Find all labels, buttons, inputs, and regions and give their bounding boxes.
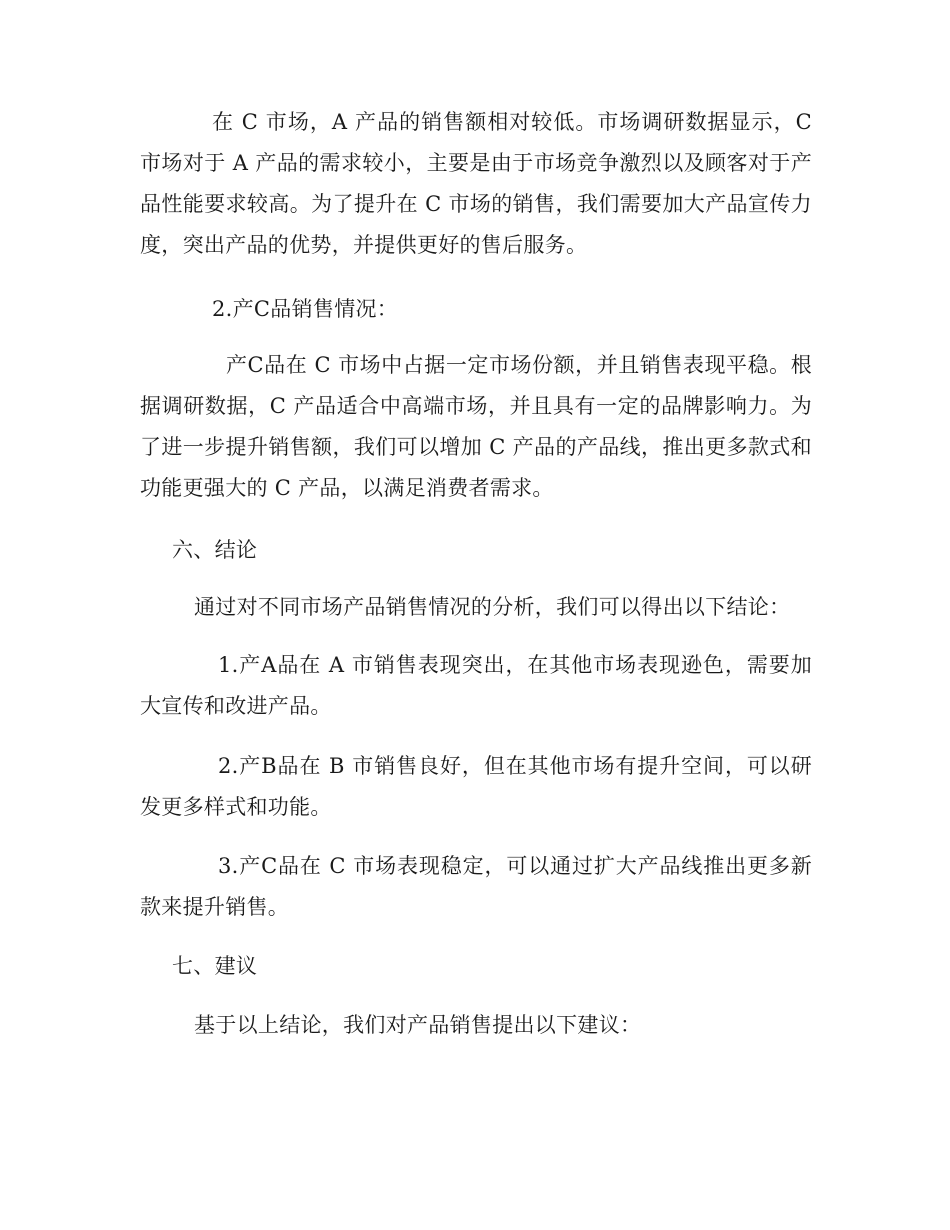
conclusion-item-2: 2.产B品在 B 市销售良好，但在其他市场有提升空间，可以研发更多样式和功能。	[140, 754, 812, 819]
conclusion-item-3: 3.产C品在 C 市场表现稳定，可以通过扩大产品线推出更多新款来提升销售。	[140, 854, 812, 919]
paragraph-conclusion-intro: 通过对不同市场产品销售情况的分析，我们可以得出以下结论：	[194, 595, 791, 619]
paragraph-suggestions-intro: 基于以上结论，我们对产品销售提出以下建议：	[194, 1013, 642, 1037]
paragraph-c-market-a-product: 在 C 市场，A 产品的销售额相对较低。市场调研数据显示，C 市场对于 A 产品的需求较小，主要是由于市场竞争激烈以及顾客对于产品性能要求较高。为了提升在 C 市场的销售，我们需要加大产品宣传力度，突出产品的优势，并提供更好的售后服务。	[140, 110, 812, 257]
paragraph-c-product-sales: 产C品在 C 市场中占据一定市场份额，并且销售表现平稳。根据调研数据，C 产品适合中高端市场，并且具有一定的品牌影响力。为了进一步提升销售额，我们可以增加 C 产品的产品线，推出更多款式和功能更强大的 C 产品，以满足消费者需求。	[140, 353, 812, 500]
heading-conclusion: 六、结论	[172, 538, 258, 562]
heading-suggestions: 七、建议	[172, 954, 258, 978]
conclusion-item-1: 1.产A品在 A 市销售表现突出，在其他市场表现逊色，需要加大宣传和改进产品。	[140, 653, 812, 718]
subheading-c-product-sales: 2.产C品销售情况：	[212, 297, 399, 321]
